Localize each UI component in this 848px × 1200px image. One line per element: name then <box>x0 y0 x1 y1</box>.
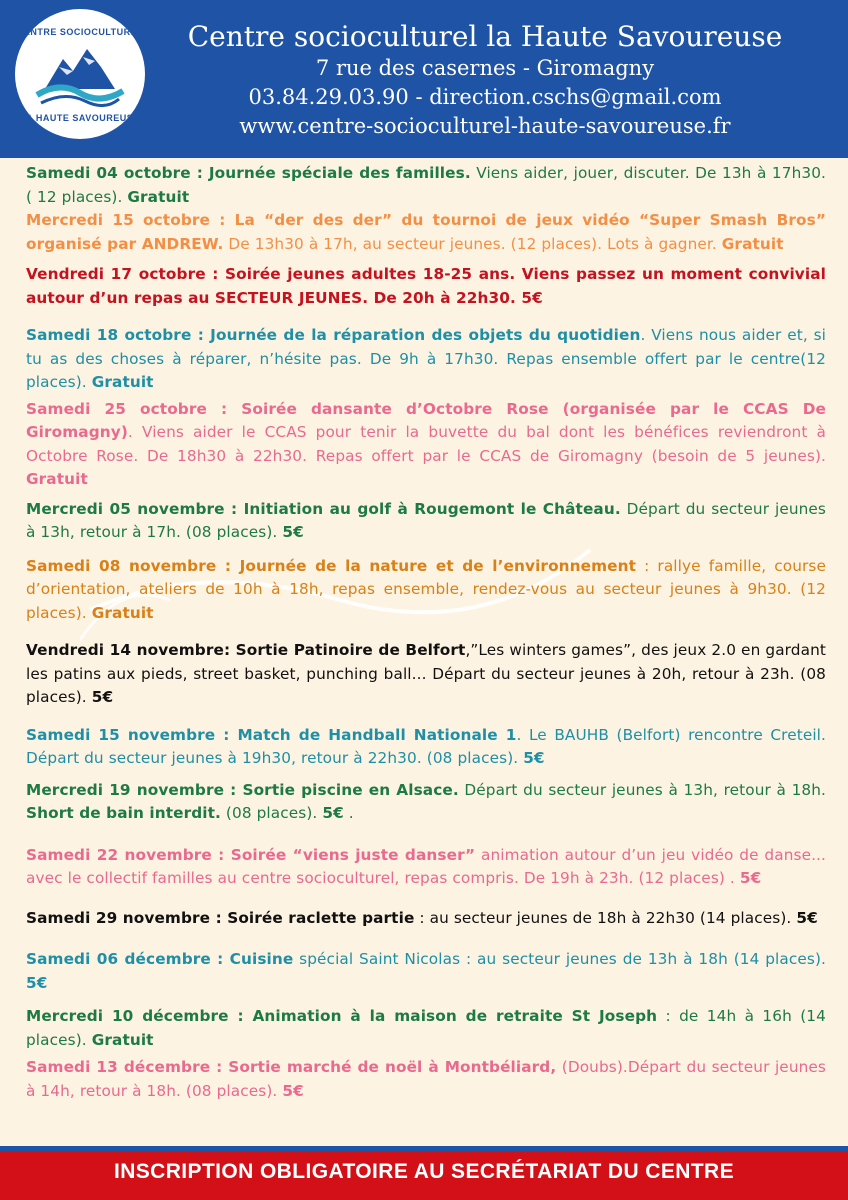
logo-text-top: CENTRE SOCIOCULTUREL <box>16 27 144 37</box>
header-banner <box>0 0 848 158</box>
address-line: 7 rue des casernes - Giromagny <box>315 56 655 80</box>
logo-text-bottom: LA HAUTE SAVOUREUSE <box>20 113 140 123</box>
list-item: Vendredi 17 octobre : Soirée jeunes adultes 18-25 ans. Viens passez un moment convivial autour d’un repas au SECTEUR JEUNES. De 20h à 22h30. 5€ <box>26 265 826 307</box>
list-item: Mercredi 05 novembre : Initiation au golf à Rougemont le Château. Départ du secteur jeunes à 13h, retour à 17h. (08 places). 5€ <box>26 499 826 541</box>
centre-logo <box>12 6 148 142</box>
contact-line: 03.84.29.03.90 - direction.cschs@gmail.com <box>248 85 722 109</box>
events-list <box>26 162 826 1103</box>
header-text-block <box>160 20 810 141</box>
registration-notice: INSCRIPTION OBLIGATOIRE AU SECRÉTARIAT DU CENTRE <box>0 1152 848 1200</box>
list-item: Samedi 25 octobre : Soirée dansante d’Octobre Rose (organisée par le CCAS De Giromagny). Viens aider le CCAS pour tenir la buvette du bal dont les bénéfices reviendront à Octobre Rose. De 18h30 à 22h30. Repas offert par le CCAS de Giromagny (besoin de 5 jeunes). Gratuit <box>26 399 826 488</box>
list-item: Mercredi 10 décembre : Animation à la maison de retraite St Joseph : de 14h à 16h (14 places). Gratuit <box>26 1007 826 1049</box>
list-item: Samedi 04 octobre : Journée spéciale des familles. Viens aider, jouer, discuter. De 13h à 17h30. ( 12 places). Gratuit <box>26 164 826 206</box>
list-item: Samedi 08 novembre : Journée de la nature et de l’environnement : rallye famille, course d’orientation, ateliers de 10h à 18h, repas ensemble, rendez-vous au secteur jeunes à 9h30. (12 places). Gratuit <box>26 556 826 622</box>
list-item: Samedi 18 octobre : Journée de la réparation des objets du quotidien. Viens nous aider et, si tu as des choses à réparer, n’hésite pas. De 9h à 17h30. Repas ensemble offert par le centre(12 places). Gratuit <box>26 326 827 391</box>
page-title: Centre socioculturel la Haute Savoureuse <box>187 20 783 53</box>
website-line: www.centre-socioculturel-haute-savoureuse.fr <box>239 114 731 138</box>
list-item: Samedi 06 décembre : Cuisine spécial Saint Nicolas : au secteur jeunes de 13h à 18h (14 places). 5€ <box>26 950 826 992</box>
list-item: Samedi 29 novembre : Soirée raclette partie : au secteur jeunes de 18h à 22h30 (14 places). 5€ <box>26 908 818 927</box>
list-item: Mercredi 15 octobre : La “der des der” du tournoi de jeux vidéo “Super Smash Bros” organisé par ANDREW. De 13h30 à 17h, au secteur jeunes. (12 places). Lots à gagner. Gratuit <box>26 211 826 253</box>
list-item: Samedi 22 novembre : Soirée “viens juste danser” animation autour d’un jeu vidéo de danse... avec le collectif familles au centre socioculturel, repas compris. De 19h à 23h. (12 places) . 5€ <box>26 845 826 887</box>
list-item: Vendredi 14 novembre: Sortie Patinoire de Belfort,”Les winters games”, des jeux 2.0 en gardant les patins aux pieds, street basket, punching ball... Départ du secteur jeunes à 20h, retour à 23h. (08 places). 5€ <box>26 641 826 706</box>
list-item: Samedi 15 novembre : Match de Handball Nationale 1. Le BAUHB (Belfort) rencontre Creteil. Départ du secteur jeunes à 19h30, retour à 22h30. (08 places). 5€ <box>26 725 826 767</box>
list-item: Mercredi 19 novembre : Sortie piscine en Alsace. Départ du secteur jeunes à 13h, retour à 18h. Short de bain interdit. (08 places). 5€ . <box>26 780 826 822</box>
list-item: Samedi 13 décembre : Sortie marché de noël à Montbéliard, (Doubs).Départ du secteur jeunes à 14h, retour à 18h. (08 places). 5€ <box>26 1058 826 1100</box>
